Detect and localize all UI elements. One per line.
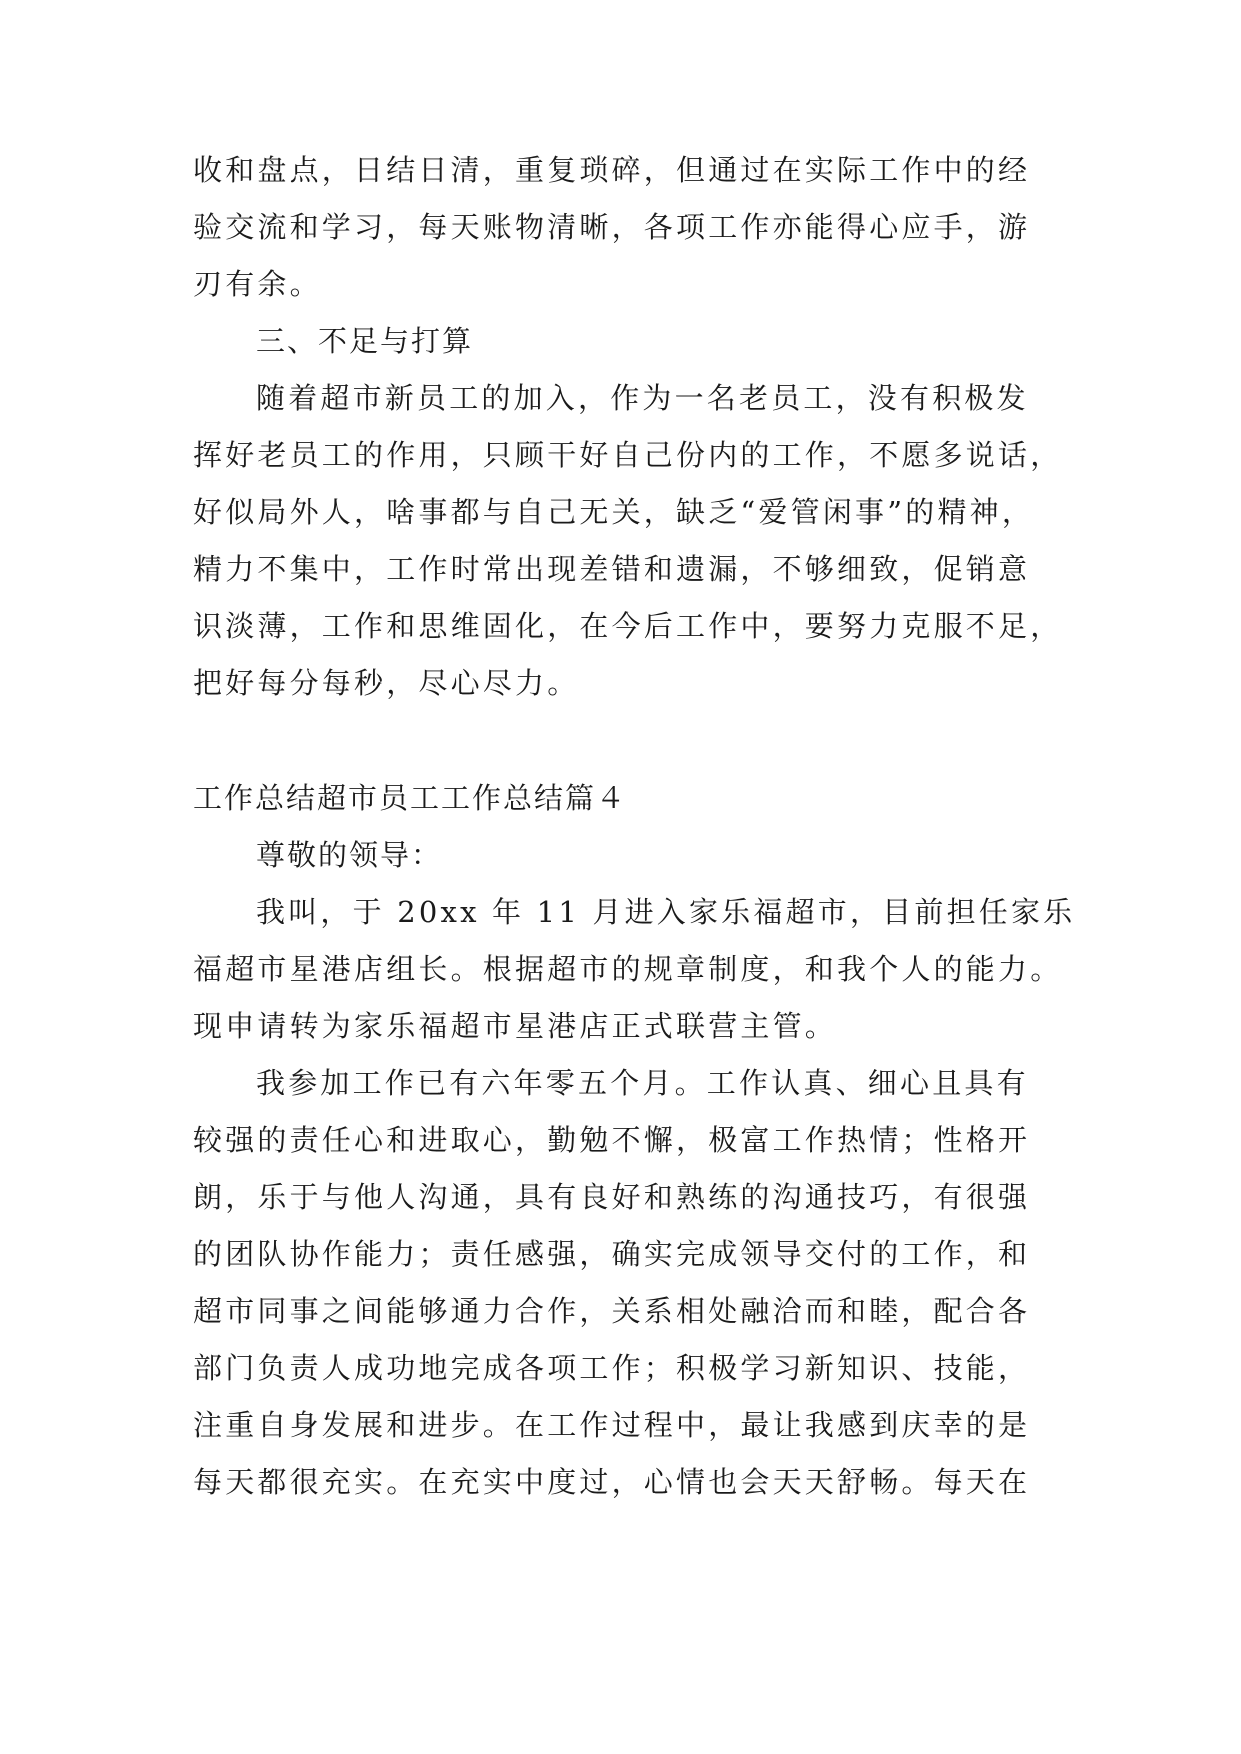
text-line: 注重自身发展和进步。在工作过程中，最让我感到庆幸的是 <box>193 1408 1031 1442</box>
text-line: 福超市星港店组长。根据超市的规章制度，和我个人的能力。 <box>193 952 1063 986</box>
text-line: 随着超市新员工的加入，作为一名老员工，没有积极发 <box>256 381 1029 415</box>
text-line: 精力不集中，工作时常出现差错和遗漏，不够细致，促销意 <box>193 552 1031 586</box>
text-line: 现申请转为家乐福超市星港店正式联营主管。 <box>193 1009 838 1043</box>
text-line: 的团队协作能力；责任感强，确实完成领导交付的工作，和 <box>193 1237 1031 1271</box>
salutation: 尊敬的领导： <box>256 838 443 872</box>
text-line: 部门负责人成功地完成各项工作；积极学习新知识、技能， <box>193 1351 1031 1385</box>
text-line: 刃有余。 <box>193 267 322 301</box>
text-line: 识淡薄，工作和思维固化，在今后工作中，要努力克服不足， <box>193 609 1063 643</box>
text-line: 我叫，于 20xx 年 11 月进入家乐福超市，目前担任家乐 <box>256 895 1076 929</box>
text-line: 把好每分每秒，尽心尽力。 <box>193 666 580 700</box>
text-line: 好似局外人，啥事都与自己无关，缺乏“爱管闲事”的精神， <box>193 495 1035 529</box>
text-line: 每天都很充实。在充实中度过，心情也会天天舒畅。每天在 <box>193 1465 1031 1499</box>
text-line: 挥好老员工的作用，只顾干好自己份内的工作，不愿多说话， <box>193 438 1063 472</box>
text-line: 较强的责任心和进取心，勤勉不懈，极富工作热情；性格开 <box>193 1123 1031 1157</box>
section-heading: 三、不足与打算 <box>256 324 474 358</box>
text-line: 验交流和学习，每天账物清晰，各项工作亦能得心应手，游 <box>193 210 1031 244</box>
text-line: 收和盘点，日结日清，重复琐碎，但通过在实际工作中的经 <box>193 153 1031 187</box>
text-line: 我参加工作已有六年零五个月。工作认真、细心且具有 <box>256 1066 1029 1100</box>
text-line: 朗，乐于与他人沟通，具有良好和熟练的沟通技巧，有很强 <box>193 1180 1031 1214</box>
text-line: 超市同事之间能够通力合作，关系相处融洽而和睦，配合各 <box>193 1294 1031 1328</box>
article-title: 工作总结超市员工工作总结篇４ <box>193 781 628 815</box>
